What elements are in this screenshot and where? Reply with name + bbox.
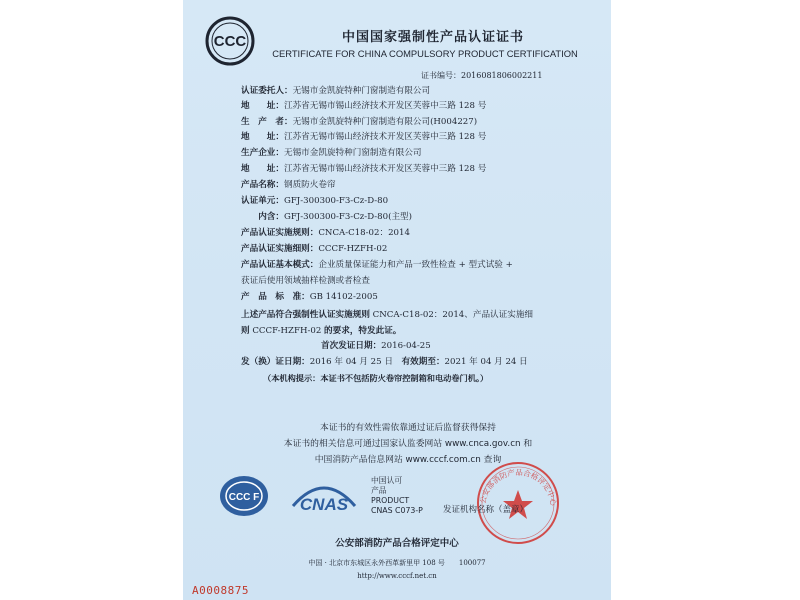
field-row-impl-rule: [241, 228, 410, 239]
field-row-standard: [241, 292, 378, 303]
certificate-title-en: CERTIFICATE FOR CHINA COMPULSORY PRODUCT CERTIFICATION: [272, 48, 578, 59]
first-issue-label: 首次发证日期：: [321, 341, 382, 351]
field-label: 产品认证实施细则：: [241, 244, 319, 254]
certificate-number: 证书编号：2016081806002211: [421, 71, 543, 80]
cnas-caption-line: 中国认可: [371, 476, 403, 485]
conformity-suffix: 的要求，特发此证。: [324, 326, 402, 336]
field-row-applicant: [241, 86, 430, 97]
first-issue-value: 2016-04-25: [381, 341, 431, 351]
issue-label: 发（换）证日期：: [241, 357, 310, 367]
field-row-basic-mode-cont: [241, 276, 370, 287]
field-row-factory: [241, 148, 422, 159]
conformity-line-1: [241, 310, 533, 321]
conformity-rule: CNCA-C18-02：2014、产品认证实施细: [372, 310, 534, 320]
field-value: 无锡市金凯旋特种门窗制造有限公司: [283, 148, 422, 158]
field-label: 内含：: [241, 212, 284, 222]
conformity-prefix: 则: [241, 326, 250, 336]
field-value: 获证后使用领域抽样检测或者检查: [241, 276, 370, 286]
first-issue-date: [321, 341, 431, 352]
field-row-manufacturer-address: [241, 132, 486, 143]
field-value: GFJ-300300-F3-Cz-D-80: [283, 196, 389, 206]
field-value: 江苏省无锡市锡山经济技术开发区芙蓉中三路 128 号: [283, 132, 487, 142]
issue-value: 2016 年 04 月 25 日: [309, 357, 393, 367]
serial-number: A0008875: [192, 584, 249, 597]
field-row-basic-mode: [241, 260, 513, 271]
svg-text:CCC: CCC: [213, 33, 247, 50]
svg-text:公安部消防产品合格评定中心: 公安部消防产品合格评定中心: [478, 467, 559, 507]
field-row-impl-detail: [241, 244, 387, 255]
field-label: 产品认证基本模式：: [241, 260, 319, 270]
conformity-line-2: [241, 326, 401, 337]
svg-text:CCC F: CCC F: [228, 492, 260, 503]
field-value: GB 14102-2005: [309, 292, 378, 302]
ccc-logo-icon: [205, 16, 255, 66]
field-label: 产品认证实施规则：: [241, 228, 319, 238]
field-value: 江苏省无锡市锡山经济技术开发区芙蓉中三路 128 号: [283, 101, 487, 111]
conformity-detail: CCCF-HZFH-02: [252, 326, 322, 336]
issuer-address: 中国 · 北京市东城区永外西革新里甲 108 号 100077: [308, 559, 486, 567]
field-row-product-name: [241, 180, 336, 191]
field-value: 无锡市金凯旋特种门窗制造有限公司: [292, 86, 431, 96]
field-row-includes: [241, 212, 412, 223]
cnas-caption-line: 产品: [371, 486, 387, 495]
cnas-caption-line: CNAS C073-P: [371, 506, 423, 515]
field-row-manufacturer: [241, 117, 477, 128]
field-label: 地 址：: [241, 164, 284, 174]
field-row-factory-address: [241, 164, 486, 175]
conformity-bold: 上述产品符合强制性认证实施规则: [241, 310, 370, 320]
field-label: 地 址：: [241, 132, 284, 142]
cnas-caption: [371, 476, 423, 516]
field-value: CCCF-HZFH-02: [318, 244, 388, 254]
notice-line-2: 本证书的相关信息可通过国家认监委网站 www.cnca.gov.cn 和: [283, 439, 533, 449]
certificate-title-cn: 中国国家强制性产品认证证书: [341, 30, 524, 45]
expiry-label: 有效期至：: [401, 357, 445, 367]
field-value: 企业质量保证能力和产品一致性检查 + 型式试验 +: [318, 260, 513, 270]
field-label: 产品名称：: [241, 180, 284, 190]
field-label: 认证单元：: [241, 196, 284, 206]
field-label: 地 址：: [241, 101, 284, 111]
issuer-website: http://www.cccf.net.cn: [357, 572, 437, 580]
institution-remark: （本机构提示：本证书不包括防火卷帘控制箱和电动卷门机。）: [263, 373, 489, 383]
issuer-center-name: 公安部消防产品合格评定中心: [335, 538, 459, 549]
field-label: 产 品 标 准：: [241, 292, 310, 302]
field-value: CNCA-C18-02：2014: [318, 228, 410, 238]
field-value: 无锡市金凯旋特种门窗制造有限公司(H004227): [292, 117, 478, 127]
field-label: 生 产 者：: [241, 117, 293, 127]
issue-dates-row: [241, 357, 528, 368]
svg-text:CNAS: CNAS: [299, 495, 349, 514]
field-value: 钢质防火卷帘: [283, 180, 336, 190]
issuer-label: 发证机构名称（盖章）: [443, 505, 529, 515]
field-row-applicant-address: [241, 101, 486, 112]
expiry-value: 2021 年 04 月 24 日: [444, 357, 528, 367]
notice-line-1: 本证书的有效性需依靠通过证后监督获得保持: [320, 423, 496, 433]
notice-line-3: 中国消防产品信息网站 www.cccf.com.cn 查询: [314, 455, 502, 465]
field-label: 生产企业：: [241, 148, 284, 158]
certificate-paper: [183, 0, 611, 600]
field-label: 认证委托人：: [241, 86, 293, 96]
cccf-logo-icon: [219, 474, 269, 518]
cnas-logo-icon: [285, 476, 363, 520]
field-value: 江苏省无锡市锡山经济技术开发区芙蓉中三路 128 号: [283, 164, 487, 174]
cnas-caption-line: PRODUCT: [371, 496, 410, 505]
field-row-cert-unit: [241, 196, 388, 207]
field-value: GFJ-300300-F3-Cz-D-80(主型): [283, 212, 412, 222]
